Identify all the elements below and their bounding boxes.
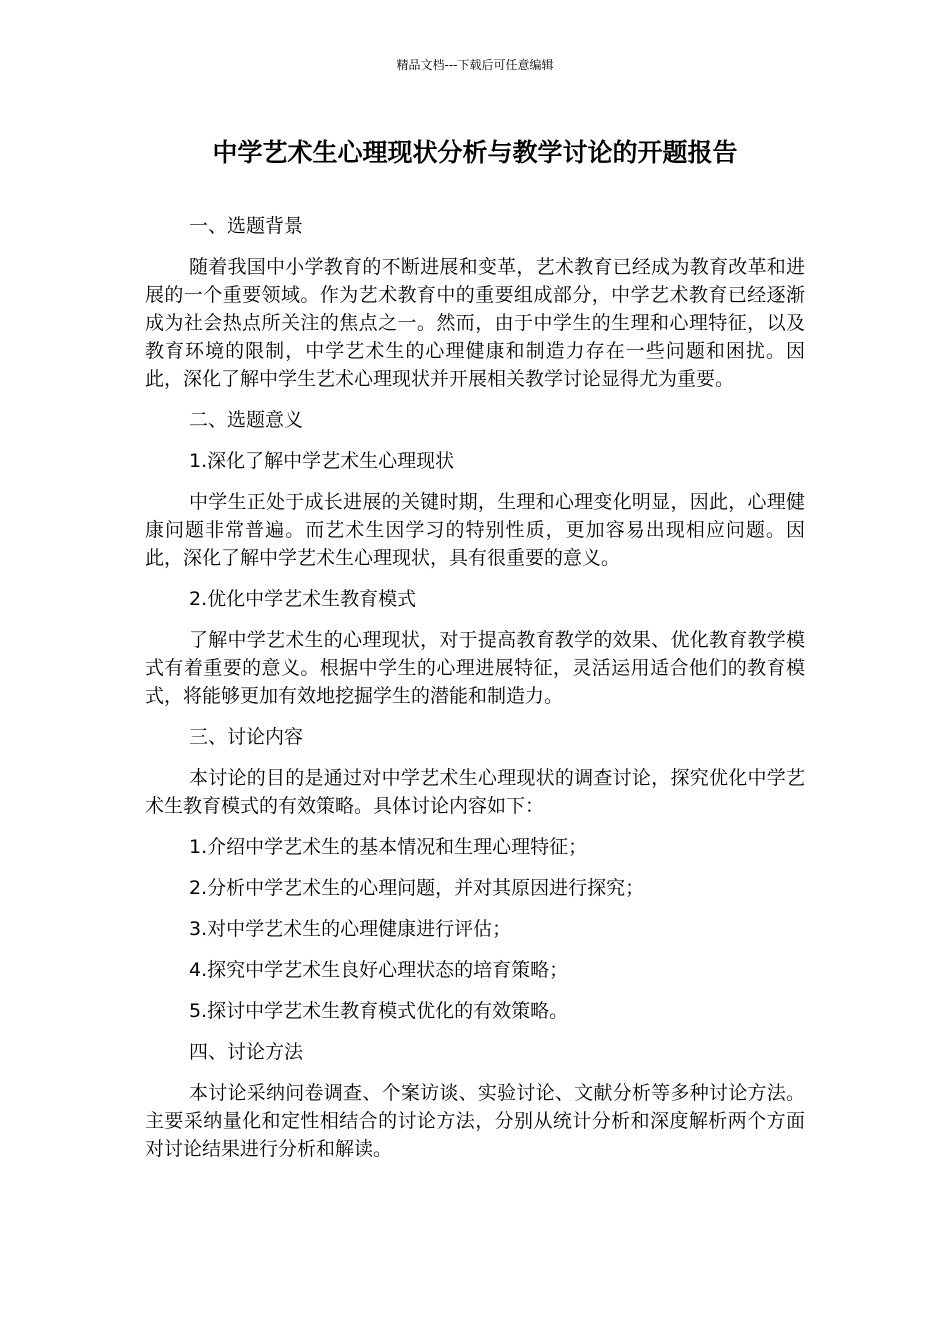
section-heading-method: 四、讨论方法	[189, 1041, 304, 1063]
list-item: 2.分析中学艺术生的心理问题，并对其原因进行探究；	[189, 877, 645, 899]
document-title: 中学艺术生心理现状分析与教学讨论的开题报告	[212, 138, 738, 167]
subheading-optimize-model: 2.优化中学艺术生教育模式	[189, 588, 417, 610]
document-body	[145, 212, 805, 1176]
paragraph-method: 本讨论采纳问卷调查、个案访谈、实验讨论、文献分析等多种讨论方法。主要采纳量化和定性相结合的讨论方法，分别从统计分析和深度解析两个方面对讨论结果进行分析和解读。	[145, 1082, 805, 1160]
list-item: 4.探究中学艺术生良好心理状态的培育策略；	[189, 959, 569, 981]
section-heading-background: 一、选题背景	[189, 215, 304, 237]
subheading-understand-status: 1.深化了解中学艺术生心理现状	[189, 450, 455, 472]
section-heading-content: 三、讨论内容	[189, 726, 304, 748]
paragraph-background: 随着我国中小学教育的不断进展和变革，艺术教育已经成为教育改革和进展的一个重要领域。作为艺术教育中的重要组成部分，中学艺术教育已经逐渐成为社会热点所关注的焦点之一。然而，由于中学生的生理和心理特征，以及教育环境的限制，中学艺术生的心理健康和制造力存在一些问题和困扰。因此，深化了解中学生艺术心理现状并开展相关教学讨论显得尤为重要。	[145, 256, 805, 390]
paragraph-optimize-model: 了解中学艺术生的心理现状，对于提高教育教学的效果、优化教育教学模式有着重要的意义。根据中学生的心理进展特征，灵活运用适合他们的教育模式，将能够更加有效地挖掘学生的潜能和制造力。	[145, 629, 805, 707]
header-note: 精品文档---下载后可任意编辑	[396, 58, 554, 72]
paragraph-content-intro: 本讨论的目的是通过对中学艺术生心理现状的调查讨论，探究优化中学艺术生教育模式的有效策略。具体讨论内容如下：	[145, 767, 805, 817]
list-item: 5.探讨中学艺术生教育模式优化的有效策略。	[189, 1000, 569, 1022]
paragraph-understand-status: 中学生正处于成长进展的关键时期，生理和心理变化明显，因此，心理健康问题非常普遍。而艺术生因学习的特别性质，更加容易出现相应问题。因此，深化了解中学艺术生心理现状，具有很重要的意义。	[145, 491, 805, 569]
list-item: 1.介绍中学艺术生的基本情况和生理心理特征；	[189, 836, 588, 858]
list-item: 3.对中学艺术生的心理健康进行评估；	[189, 918, 512, 940]
section-heading-significance: 二、选题意义	[189, 409, 304, 431]
